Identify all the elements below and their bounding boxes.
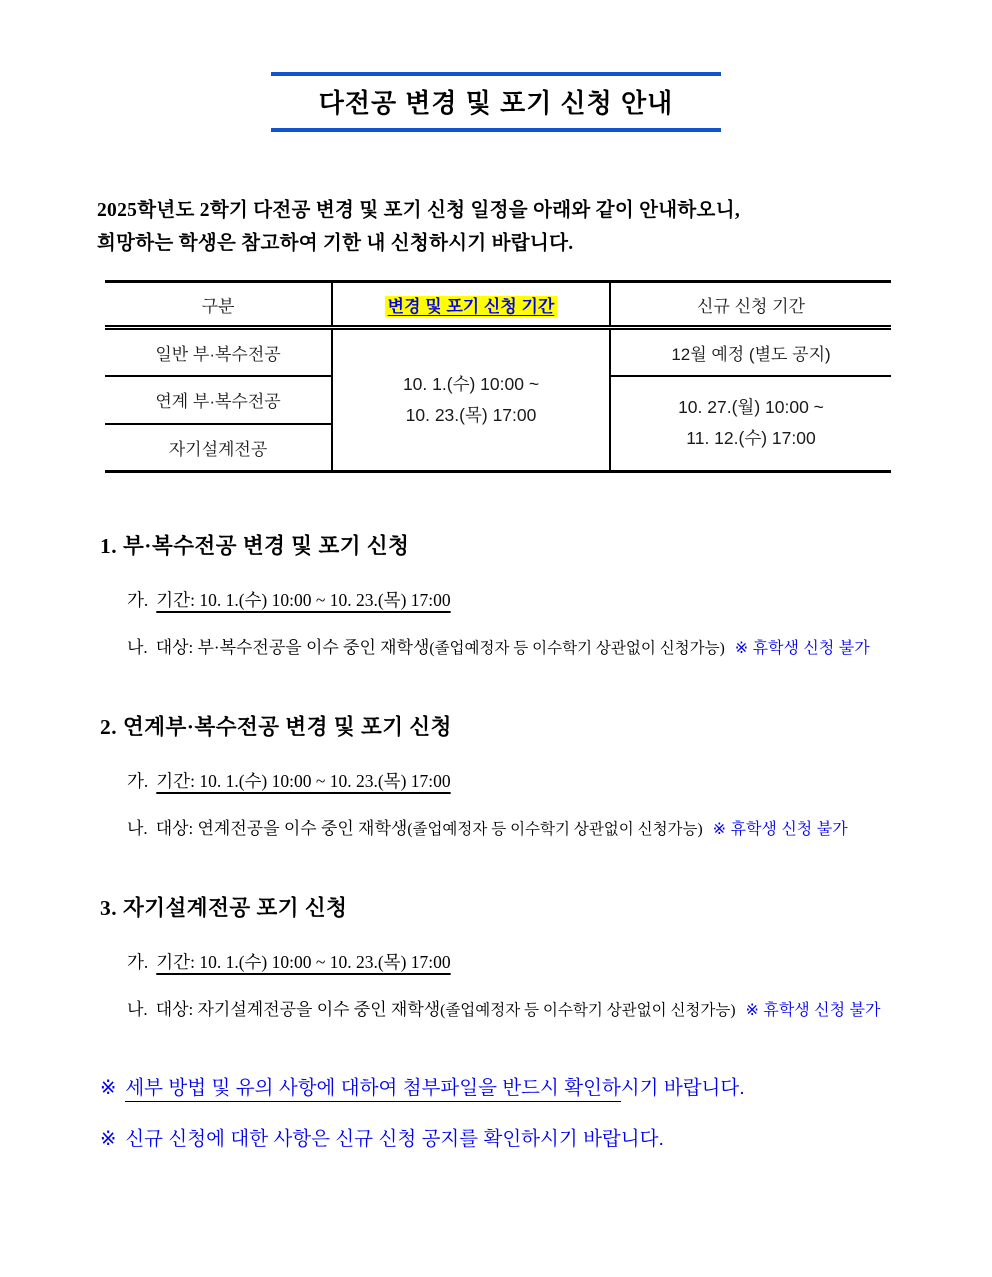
col-header-change-period: [332, 282, 610, 328]
item-b-label: 나.: [127, 638, 148, 657]
leave-of-absence-note: ※ 휴학생 신청 불가: [734, 640, 870, 657]
item-b-paren: (졸업예정자 등 이수학기 상관없이 신청가능): [407, 821, 703, 838]
footer-note-attachment: [100, 1072, 992, 1104]
item-b-target: 대상: 부·복수전공을 이수 중인 재학생: [155, 638, 430, 657]
section-minor-double-major: [100, 529, 932, 658]
footer-underlined-text: 세부 방법 및 유의 사항에 대하여 첨부파일을 반드시 확인하: [125, 1077, 620, 1102]
item-a-period: 기간: 10. 1.(수) 10:00 ~ 10. 23.(목) 17:00: [156, 952, 451, 972]
footer-notes: [100, 1072, 992, 1155]
intro-line-2: 희망하는 학생은 참고하여 기한 내 신청하시기 바랍니다.: [97, 233, 574, 254]
intro-line-1: 2025학년도 2학기 다전공 변경 및 포기 신청 일정을 아래와 같이 안내하오니,: [97, 200, 741, 221]
section-1-item-b: [127, 633, 932, 658]
section-1-item-a: [127, 587, 932, 612]
change-period-cell: [332, 328, 610, 472]
document-page: [0, 72, 992, 1155]
new-period-general-cell: 12월 예정 (별도 공지): [610, 328, 891, 376]
item-b-label: 나.: [127, 1000, 148, 1019]
table-header-row: [105, 282, 891, 328]
section-2-heading: 2. 연계부·복수전공 변경 및 포기 신청: [100, 715, 452, 739]
row-label-self-designed: 자기설계전공: [105, 424, 332, 472]
footer-rest-text: 시기 바랍니다.: [620, 1077, 745, 1099]
title-bottom-rule: [271, 128, 721, 132]
col-header-new-period: 신규 신청 기간: [610, 282, 891, 328]
intro-paragraph: [97, 194, 912, 260]
row-label-general: 일반 부·복수전공: [105, 328, 332, 376]
table-row-general: [105, 328, 891, 376]
section-2-item-a: [127, 768, 932, 793]
item-b-paren: (졸업예정자 등 이수학기 상관없이 신청가능): [429, 640, 725, 657]
footer-rest-text: 신규 신청에 대한 사항은 신규 신청 공지를 확인하시기 바랍니다.: [125, 1128, 664, 1150]
new-period-line1: 10. 27.(월) 10:00 ~: [678, 397, 824, 418]
highlighted-header-text: 변경 및 포기 신청 기간: [385, 296, 558, 317]
item-a-label: 가.: [127, 771, 149, 791]
leave-of-absence-note: ※ 휴학생 신청 불가: [712, 821, 848, 838]
document-title: 다전공 변경 및 포기 신청 안내: [318, 88, 674, 118]
section-2-item-b: [127, 814, 932, 839]
item-a-period: 기간: 10. 1.(수) 10:00 ~ 10. 23.(목) 17:00: [156, 771, 451, 791]
leave-of-absence-note: ※ 휴학생 신청 불가: [745, 1002, 881, 1019]
change-period-line2: 10. 23.(목) 17:00: [405, 405, 537, 425]
section-3-item-a: [127, 949, 932, 974]
schedule-table: [105, 280, 891, 473]
section-linked-major: [100, 710, 932, 839]
item-a-period: 기간: 10. 1.(수) 10:00 ~ 10. 23.(목) 17:00: [156, 590, 451, 610]
section-1-heading: 1. 부·복수전공 변경 및 포기 신청: [100, 534, 410, 558]
new-period-cell: [610, 376, 891, 472]
item-b-target: 대상: 연계전공을 이수 중인 재학생: [155, 819, 408, 838]
reference-mark: ※: [100, 1128, 117, 1150]
document-title-block: [271, 72, 721, 132]
new-period-line2: 11. 12.(수) 17:00: [686, 428, 816, 449]
item-a-label: 가.: [127, 590, 149, 610]
reference-mark: ※: [100, 1077, 117, 1099]
section-self-designed-major: [100, 891, 932, 1020]
item-b-paren: (졸업예정자 등 이수학기 상관없이 신청가능): [440, 1002, 736, 1019]
section-3-heading: 3. 자기설계전공 포기 신청: [100, 896, 348, 920]
schedule-table-wrap: [105, 280, 992, 473]
footer-note-new-application: [100, 1123, 992, 1155]
change-period-line1: 10. 1.(수) 10:00 ~: [402, 374, 540, 394]
section-3-item-b: [127, 995, 932, 1020]
row-label-linked: 연계 부·복수전공: [105, 376, 332, 424]
item-b-target: 대상: 자기설계전공을 이수 중인 재학생: [155, 1000, 441, 1019]
col-header-category: 구분: [105, 282, 332, 328]
item-a-label: 가.: [127, 952, 149, 972]
item-b-label: 나.: [127, 819, 148, 838]
